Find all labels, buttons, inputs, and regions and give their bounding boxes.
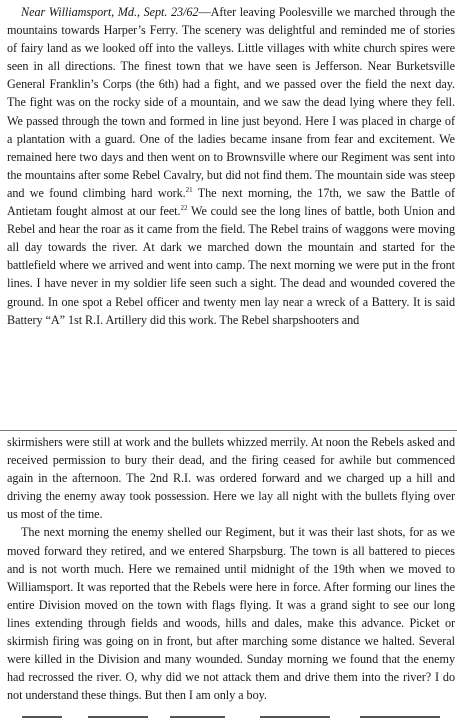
heading-dash: — <box>198 5 211 19</box>
footnote-ref-21: 21 <box>185 185 193 194</box>
text-fragment <box>88 716 148 718</box>
paragraph-1-text-a: After leaving Poolesville we marched through the mountains towards Harper’s Ferry. The scenery was delightful and reminded me of stories of fairy land as we looked off into the valleys. Little villages with white church spires were seen in all directions. The finest town that we have seen is Jefferson. Near Burketsville General Franklin’s Corps (the 6th) had a fight, and we passed over the field the next day. The fight was on the rocky side of a mountain, and we saw the dead lying where they fell. We passed through the town and formed in line just beyond. Here I was placed in charge of a plantation with a guard. One of the ladies became insane from fear and excitement. We remained here two days and then went on to Brownsville where our Regiment was sent into the mountains after some Rebel Cavalry, but did not find them. The mountain side was steep and we found climbing hard work. <box>7 5 455 200</box>
scan-seam <box>0 430 457 431</box>
cropped-next-line <box>0 713 457 720</box>
paragraph-2: The next morning the enemy shelled our Regiment, but it was their last shots, for as we moved forward they retired, and we entered Sharpsburg. The town is all battered to pieces and is not worth much. Here we remained until midnight of the 19th when we moved to Williamsport. It was reported that the Rebels were here in force. After forming our lines the entire Division moved on the town with flags flying. It was a grand sight to see our long lines extending through fields and woods, hills and dales, make this advance. Picket or skirmish firing was going on in front, but after marching some distance we halted. Several were killed in the Division and many wounded. Sunday morning we found that the enemy had recrossed the river. O, why did we not attack them and drive them into the river? I do not understand these things. But then I am only a boy. <box>7 525 455 703</box>
footnote-ref-22: 22 <box>180 203 188 212</box>
text-fragment <box>360 716 440 718</box>
diary-entry-lower <box>7 433 455 704</box>
paragraph-1-text-c: We could see the long lines of battle, both Union and Rebel and hear the roar as it came from the field. The Rebel trains of waggons were moving all day towards the river. At dark we marched down the mountain and started for the battlefield where we arrived and went into camp. The next morning we were put in the front lines. I have never in my soldier life seen such a sight. The dead and wounded covered the ground. In one spot a Rebel officer and twenty men lay near a wreck of a Battery. It is said Battery “A” 1st R.I. Artillery did this work. The Rebel sharpshooters and <box>7 204 455 327</box>
text-fragment <box>170 716 225 718</box>
paragraph-1-text-b: The next morning, the 17th, we saw the Battle of Antietam fought almost at our feet. <box>7 185 455 219</box>
paragraph-1-continued: skirmishers were still at work and the bullets whizzed merrily. At noon the Rebels asked and received permission to bury their dead, and the firing ceased for awhile but commenced again in the afternoon. The 2nd R.I. was ordered forward and we charged up a hill and driving the enemy away took possession. Here we lay all night with the bullets flying over us most of the time. <box>7 435 455 522</box>
text-fragment <box>22 716 62 718</box>
paragraph-1 <box>7 3 455 329</box>
entry-heading: Near Williamsport, Md., Sept. 23/62 <box>21 5 199 19</box>
text-fragment <box>260 716 330 718</box>
diary-entry-upper <box>7 3 455 329</box>
